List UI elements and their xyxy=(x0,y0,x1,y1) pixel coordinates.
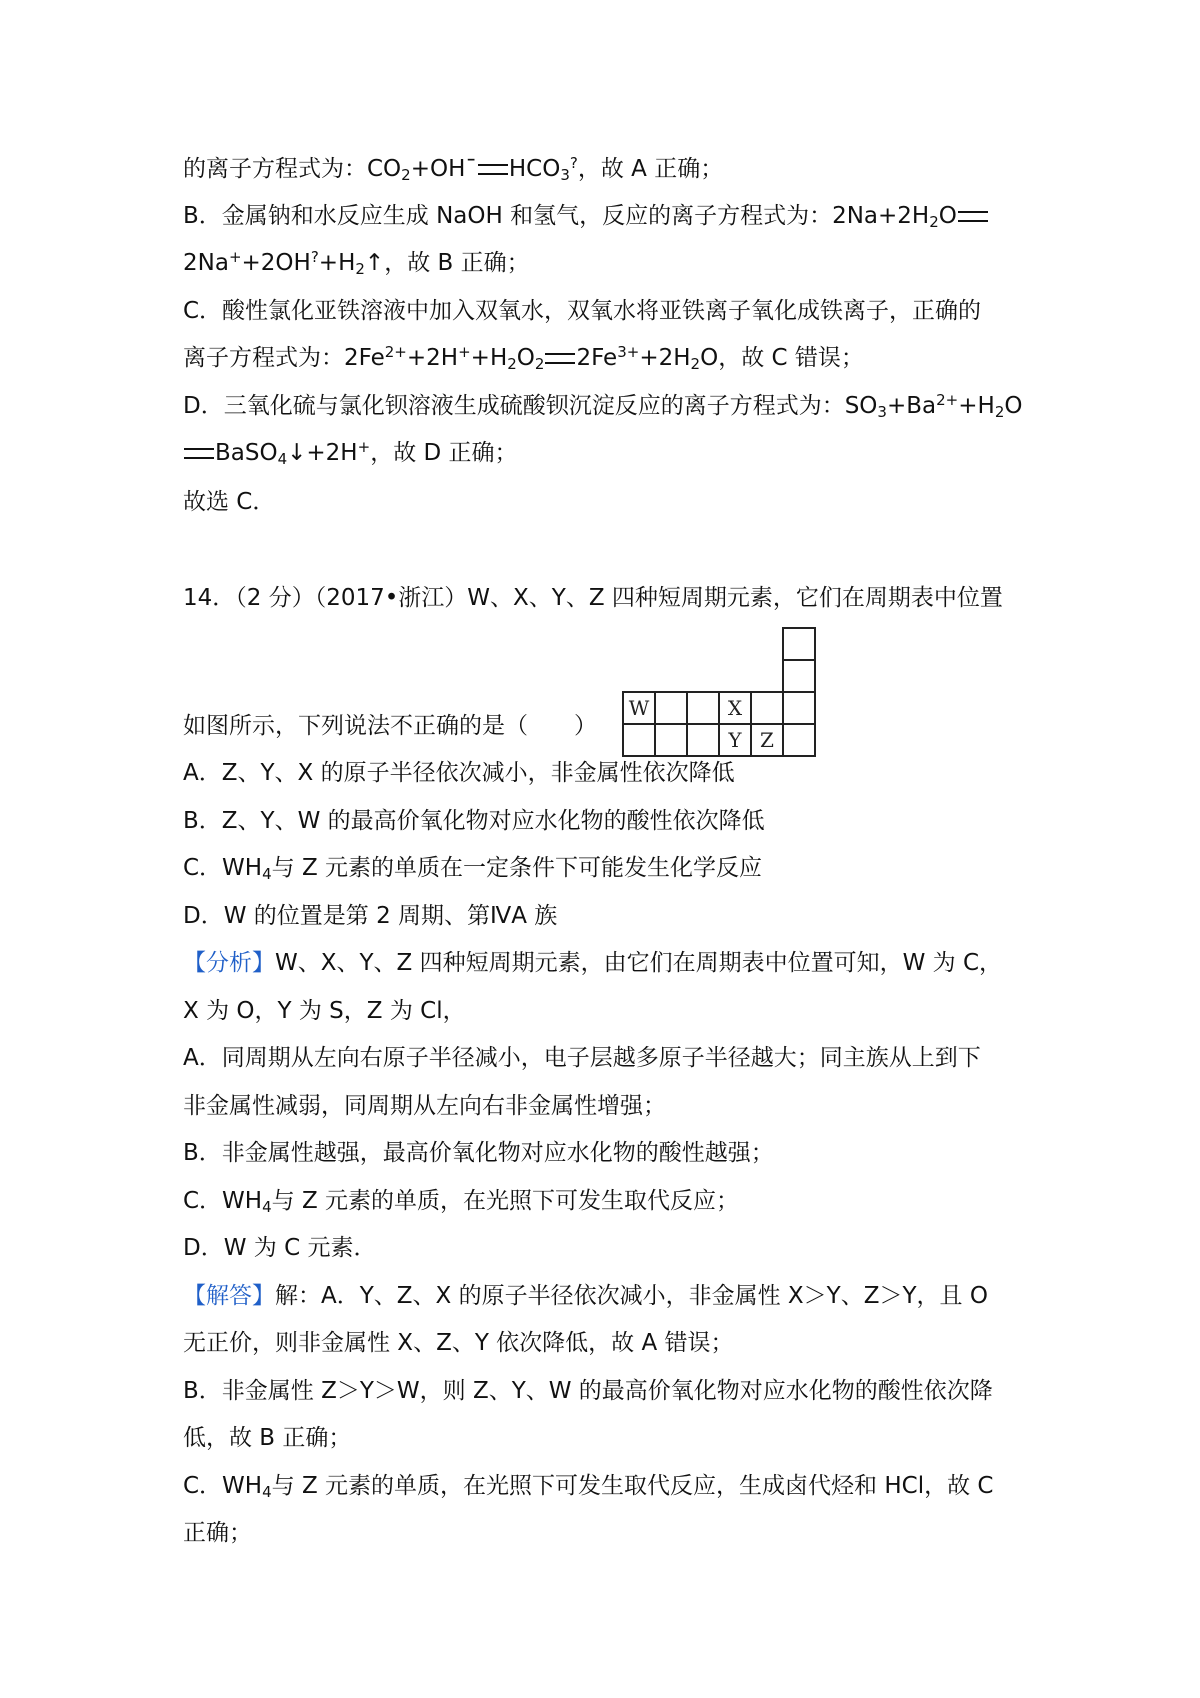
question-stem: 14．（2 分）（2017•浙江）W、X、Y、Z 四种短周期元素，它们在周期表中位置 xyxy=(183,585,1003,611)
table-cell xyxy=(622,723,656,757)
solution-tag: 【解答】 xyxy=(183,1283,275,1309)
text-line: 故选 C． xyxy=(183,489,276,515)
text-line: $2Na^++2OH^?+H_2↑$，故 B 正确； xyxy=(183,248,530,278)
text-line: BaSO$_4$↓+2H+，故 D 正确； xyxy=(183,438,518,468)
text-line: D．三氧化硫与氯化钡溶液生成硫酸钡沉淀反应的离子方程式为：$SO_3+Ba^{2+}+H_2O$ xyxy=(183,391,1023,421)
solution-line: 正确； xyxy=(183,1520,252,1546)
solution-line: 无正价，则非金属性 X、Z、Y 依次降低，故 A 错误； xyxy=(183,1330,734,1356)
table-cell xyxy=(654,723,688,757)
table-cell xyxy=(750,691,784,725)
analysis-line: 非金属性减弱，同周期从左向右非金属性增强； xyxy=(183,1093,666,1119)
table-cell xyxy=(782,691,816,725)
reaction-equals xyxy=(958,211,988,222)
solution-line: B．非金属性 Z＞Y＞W，则 Z、Y、W 的最高价氧化物对应水化物的酸性依次降 xyxy=(183,1378,993,1404)
table-cell xyxy=(686,691,720,725)
table-cell xyxy=(782,627,816,661)
reaction-equals xyxy=(545,353,575,364)
solution-line: 低，故 B 正确； xyxy=(183,1425,352,1451)
table-cell-x: X xyxy=(718,691,752,725)
analysis-tag: 【分析】 xyxy=(183,950,275,976)
analysis-line: X 为 O，Y 为 S，Z 为 Cl， xyxy=(183,998,466,1024)
solution-line: 【解答】解：A．Y、Z、X 的原子半径依次减小，非金属性 X＞Y、Z＞Y，且 O xyxy=(183,1283,988,1309)
analysis-line: C．$WH_4$与 Z 元素的单质，在光照下可发生取代反应； xyxy=(183,1188,740,1216)
table-cell xyxy=(686,723,720,757)
option-b: B．Z、Y、W 的最高价氧化物对应水化物的酸性依次降低 xyxy=(183,808,765,834)
question-stem-cont: 如图所示，下列说法不正确的是（ ） xyxy=(183,713,597,739)
table-cell-y: Y xyxy=(718,723,752,757)
reaction-equals xyxy=(184,448,214,459)
analysis-line: B．非金属性越强，最高价氧化物对应水化物的酸性越强； xyxy=(183,1140,774,1166)
solution-line: C．$WH_4$与 Z 元素的单质，在光照下可发生取代反应，生成卤代烃和 HCl，故 C xyxy=(183,1473,994,1501)
text-line: C．酸性氯化亚铁溶液中加入双氧水，双氧水将亚铁离子氧化成铁离子，正确的 xyxy=(183,298,982,324)
text-line: B．金属钠和水反应生成 NaOH 和氢气，反应的离子方程式为：$2Na+2H_2O$ xyxy=(183,201,989,231)
option-d: D．W 的位置是第 2 周期、第ⅣA 族 xyxy=(183,903,558,929)
analysis-line: D．W 为 C 元素． xyxy=(183,1235,377,1261)
table-cell-w: W xyxy=(622,691,656,725)
text-line: 的离子方程式为：$CO_2+OH¯$ $HCO_3^?$，故 A 正确； xyxy=(183,154,724,184)
table-cell xyxy=(782,723,816,757)
reaction-equals xyxy=(478,164,508,175)
analysis-line: 【分析】W、X、Y、Z 四种短周期元素，由它们在周期表中位置可知，W 为 C， xyxy=(183,950,1003,976)
table-cell xyxy=(654,691,688,725)
option-a: A．Z、Y、X 的原子半径依次减小，非金属性依次降低 xyxy=(183,760,735,786)
option-c: C．$WH_4$与 Z 元素的单质在一定条件下可能发生化学反应 xyxy=(183,855,763,883)
table-cell xyxy=(782,659,816,693)
text-line: 离子方程式为：$2Fe^{2+}+2H^++H_2O_2$ $2Fe^{3+}+2H_2O$，故 C 错误； xyxy=(183,343,864,373)
analysis-line: A．同周期从左向右原子半径减小，电子层越多原子半径越大；同主族从上到下 xyxy=(183,1045,981,1071)
table-cell-z: Z xyxy=(750,723,784,757)
